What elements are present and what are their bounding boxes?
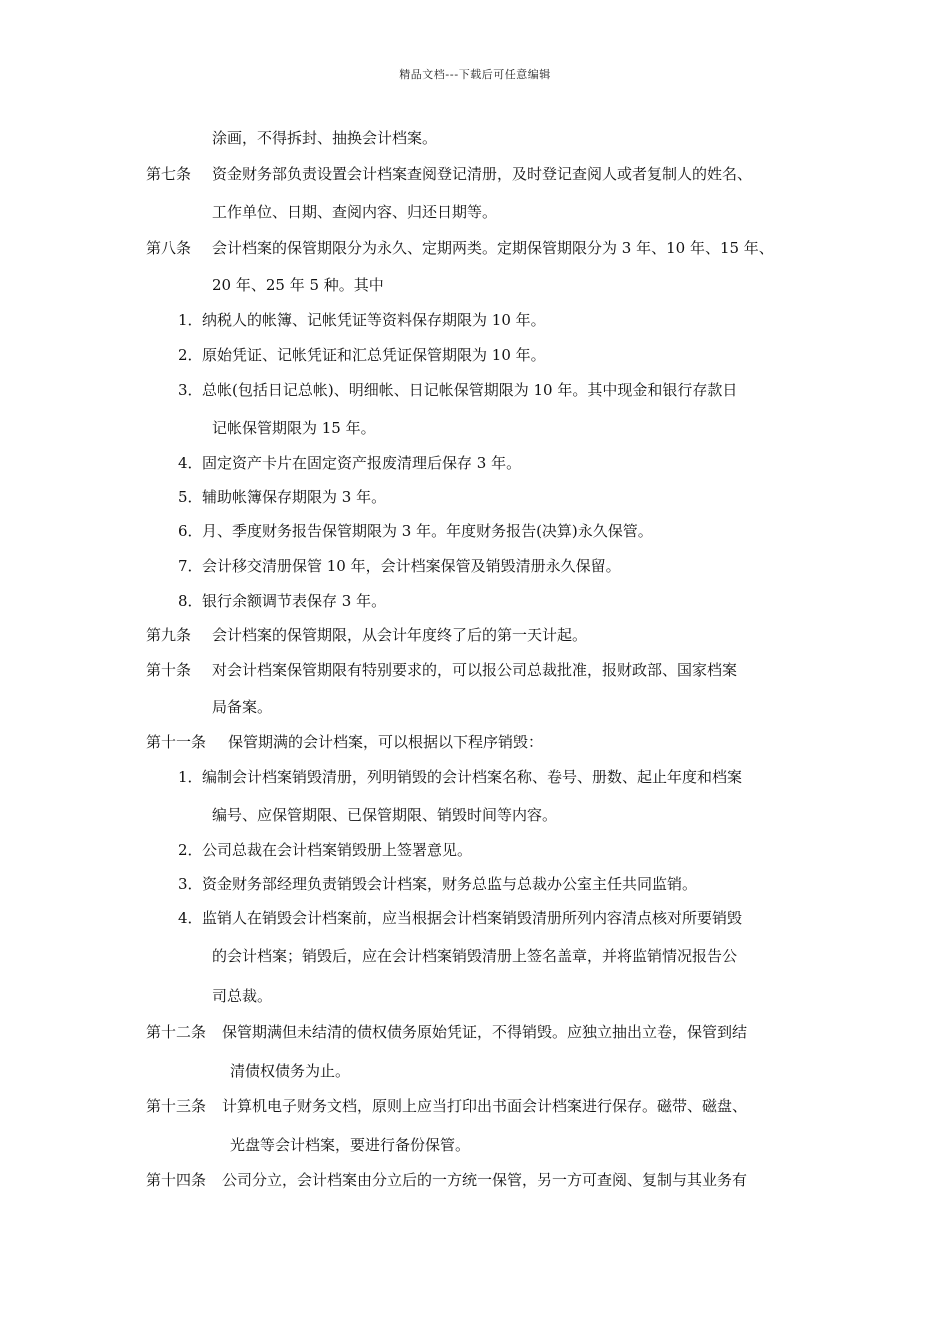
text-line <box>212 946 737 966</box>
text-line <box>212 805 557 825</box>
article-label: 第十四条 <box>146 1171 207 1189</box>
line-text: 20 年、25 年 5 种。其中 <box>212 276 384 294</box>
item-number: 8． <box>178 592 203 610</box>
line-text: 会计移交清册保管 10 年，会计档案保管及销毁清册永久保留。 <box>202 557 621 575</box>
article-11-line <box>146 732 543 752</box>
list-item <box>178 840 472 860</box>
line-text: 原始凭证、记帐凭证和汇总凭证保管期限为 10 年。 <box>202 346 546 364</box>
item-number: 5． <box>178 488 203 506</box>
line-text: 固定资产卡片在固定资产报废清理后保存 3 年。 <box>202 454 522 472</box>
item-number: 1． <box>178 311 203 329</box>
line-text: 光盘等会计档案，要进行备份保管。 <box>230 1136 471 1154</box>
article-label: 第十一条 <box>146 733 207 751</box>
article-label: 第八条 <box>146 239 192 257</box>
item-number: 7． <box>178 557 203 575</box>
line-text: 公司分立，会计档案由分立后的一方统一保管，另一方可查阅、复制与其业务有 <box>222 1171 748 1189</box>
article-label: 第十三条 <box>146 1097 207 1115</box>
list-item <box>178 908 742 928</box>
text-line <box>212 202 497 222</box>
line-text: 银行余额调节表保存 3 年。 <box>202 592 387 610</box>
line-text: 月、季度财务报告保管期限为 3 年。年度财务报告(决算)永久保管。 <box>202 522 653 540</box>
item-number: 4． <box>178 454 203 472</box>
article-label: 第九条 <box>146 626 192 644</box>
line-text: 保管期满的会计档案，可以根据以下程序销毁： <box>228 733 544 751</box>
line-text: 清债权债务为止。 <box>230 1062 351 1080</box>
text-line <box>212 275 384 295</box>
item-number: 3． <box>178 381 203 399</box>
line-text: 计算机电子财务文档，原则上应当打印出书面会计档案进行保存。磁带、磁盘、 <box>222 1097 748 1115</box>
line-text: 局备案。 <box>212 698 273 716</box>
list-item <box>178 556 621 576</box>
item-number: 4． <box>178 909 203 927</box>
text-line <box>212 986 272 1006</box>
text-line <box>212 128 437 148</box>
item-number: 6． <box>178 522 203 540</box>
item-number: 1． <box>178 768 203 786</box>
line-text: 保管期满但未结清的债权债务原始凭证，不得销毁。应独立抽出立卷，保管到结 <box>222 1023 748 1041</box>
text-line <box>212 418 376 438</box>
line-text: 涂画，不得拆封、抽换会计档案。 <box>212 129 438 147</box>
article-7-line <box>146 164 752 184</box>
article-label: 第七条 <box>146 165 192 183</box>
line-text: 会计档案的保管期限，从会计年度终了后的第一天计起。 <box>212 626 588 644</box>
line-text: 司总裁。 <box>212 987 273 1005</box>
item-number: 2． <box>178 346 203 364</box>
text-line <box>212 697 272 717</box>
list-item <box>178 453 521 473</box>
article-9-line <box>146 625 587 645</box>
list-item <box>178 310 546 330</box>
line-text: 会计档案的保管期限分为永久、定期两类。定期保管期限分为 3 年、10 年、15 年、 <box>212 239 774 257</box>
line-text: 对会计档案保管期限有特别要求的，可以报公司总裁批准，报财政部、国家档案 <box>212 661 738 679</box>
text-line <box>230 1135 470 1155</box>
list-item <box>178 874 697 894</box>
line-text: 编号、应保管期限、已保管期限、销毁时间等内容。 <box>212 806 558 824</box>
list-item <box>178 521 653 541</box>
item-number: 2． <box>178 841 203 859</box>
list-item <box>178 380 737 400</box>
line-text: 编制会计档案销毁清册，列明销毁的会计档案名称、卷号、册数、起止年度和档案 <box>202 768 743 786</box>
line-text: 记帐保管期限为 15 年。 <box>212 419 376 437</box>
article-8-line <box>146 238 774 258</box>
article-12-line <box>146 1022 747 1042</box>
text-line <box>230 1061 350 1081</box>
line-text: 辅助帐簿保存期限为 3 年。 <box>202 488 387 506</box>
article-14-line <box>146 1170 747 1190</box>
page-header: 精品文档---下载后可任意编辑 <box>399 68 551 81</box>
list-item <box>178 487 386 507</box>
line-text: 纳税人的帐簿、记帐凭证等资料保存期限为 10 年。 <box>202 311 546 329</box>
article-10-line <box>146 660 737 680</box>
line-text: 工作单位、日期、查阅内容、归还日期等。 <box>212 203 498 221</box>
article-label: 第十条 <box>146 661 192 679</box>
list-item <box>178 591 386 611</box>
list-item <box>178 767 742 787</box>
line-text: 资金财务部负责设置会计档案查阅登记清册，及时登记查阅人或者复制人的姓名、 <box>212 165 753 183</box>
line-text: 总帐(包括日记总帐)、明细帐、日记帐保管期限为 10 年。其中现金和银行存款日 <box>202 381 738 399</box>
item-number: 3． <box>178 875 203 893</box>
line-text: 的会计档案；销毁后，应在会计档案销毁清册上签名盖章，并将监销情况报告公 <box>212 947 738 965</box>
line-text: 资金财务部经理负责销毁会计档案，财务总监与总裁办公室主任共同监销。 <box>202 875 698 893</box>
article-13-line <box>146 1096 747 1116</box>
article-label: 第十二条 <box>146 1023 207 1041</box>
line-text: 监销人在销毁会计档案前，应当根据会计档案销毁清册所列内容清点核对所要销毁 <box>202 909 743 927</box>
line-text: 公司总裁在会计档案销毁册上签署意见。 <box>202 841 473 859</box>
list-item <box>178 345 546 365</box>
